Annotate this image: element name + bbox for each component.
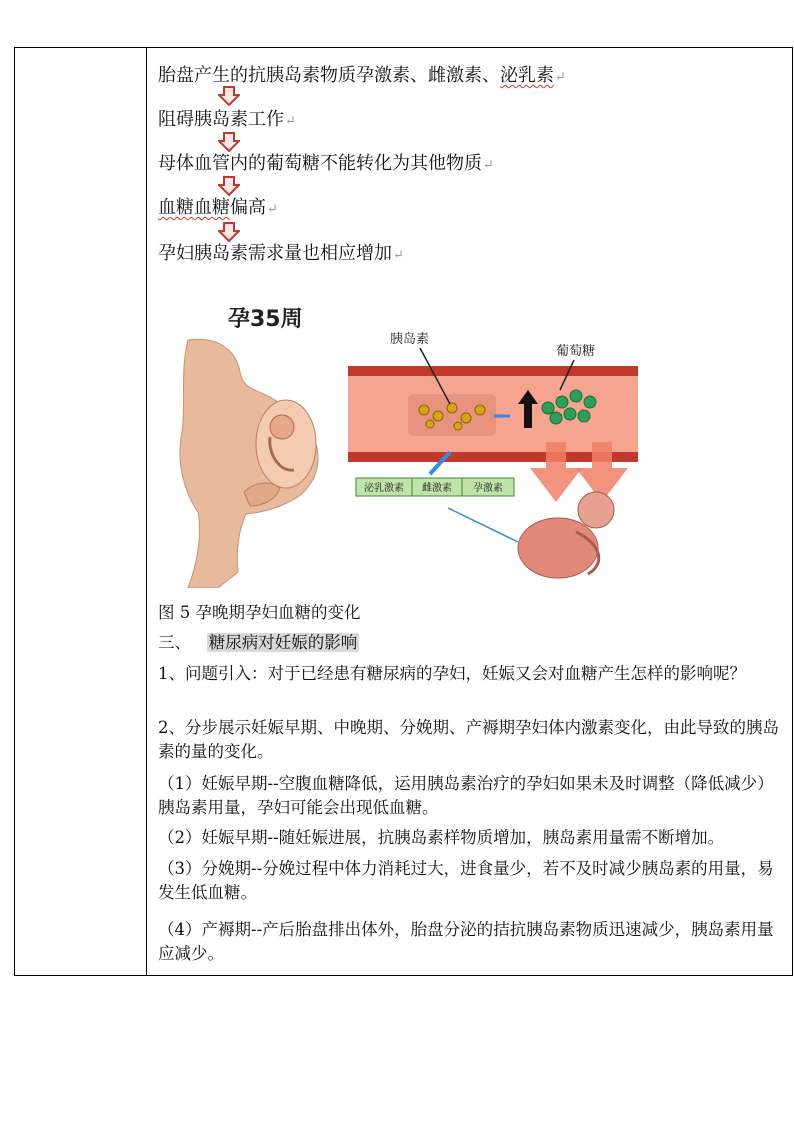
hormone-box-group bbox=[356, 478, 514, 496]
flow-step-5 bbox=[158, 242, 404, 268]
section-title: 糖尿病对妊娠的影响 bbox=[208, 633, 358, 652]
insulin-label: 胰岛素 bbox=[390, 332, 430, 347]
paragraph-6: （4）产褥期--产后胎盘排出体外，胎盘分泌的拮抗胰岛素物质迅速减少，胰岛素用量应减少。 bbox=[158, 920, 774, 963]
down-arrow-icon bbox=[218, 176, 240, 196]
figure-caption: 图 5 孕晚期孕妇血糖的变化 bbox=[158, 603, 361, 622]
flow-step-5-text: 孕妇胰岛素需求量也相应增加 bbox=[158, 243, 392, 264]
glucose-label: 葡萄糖 bbox=[556, 344, 596, 359]
paragraph-4: （2）妊娠早期--随妊娠进展，抗胰岛素样物质增加，胰岛素用量需不断增加。 bbox=[158, 828, 725, 847]
fetus-illustration-head bbox=[578, 492, 614, 528]
flow-step-1-underlined: 泌乳素 bbox=[500, 65, 554, 86]
return-mark: ↵ bbox=[555, 70, 566, 85]
insulin-cluster-bg bbox=[408, 394, 496, 436]
flow-step-1-text: 胎盘产生的抗胰岛素物质孕激素、雌激素、 bbox=[158, 65, 500, 86]
hormone-label-prolactin: 泌乳激素 bbox=[364, 483, 404, 494]
flow-step-4 bbox=[158, 196, 278, 222]
table-bottom-border bbox=[14, 975, 793, 976]
flow-step-4-underlined: 血糖血糖 bbox=[158, 197, 230, 218]
figure-title: 孕35周 bbox=[228, 307, 303, 332]
return-mark: ↵ bbox=[393, 248, 404, 263]
table-right-border bbox=[792, 47, 793, 976]
flow-step-2 bbox=[158, 108, 296, 134]
paragraph-2: 2、分步展示妊娠早期、中晚期、分娩期、产褥期孕妇体内激素变化，由此导致的胰岛素的量的变化。 bbox=[158, 718, 779, 761]
down-arrow-icon bbox=[218, 222, 240, 242]
section-heading bbox=[158, 631, 790, 655]
hormone-label-estrogen: 雌激素 bbox=[422, 483, 452, 494]
return-mark: ↵ bbox=[285, 114, 296, 129]
paragraph-3: （1）妊娠早期--空腹血糖降低，运用胰岛素治疗的孕妇如果未及时调整（降低减少）胰岛素用量，孕妇可能会出现低血糖。 bbox=[158, 774, 774, 817]
table-top-border bbox=[14, 47, 793, 48]
flow-step-3-text: 母体血管内的葡萄糖不能转化为其他物质 bbox=[158, 153, 482, 174]
pregnancy-illustration bbox=[158, 292, 644, 588]
blue-line-pointer bbox=[448, 508, 518, 542]
flow-step-3 bbox=[158, 152, 494, 178]
return-mark: ↵ bbox=[483, 158, 494, 173]
paragraph-1: 1、问题引入：对于已经患有糖尿病的孕妇，妊娠又会对血糖产生怎样的影响呢？ bbox=[158, 664, 746, 683]
section-number: 三、 bbox=[158, 633, 191, 652]
hormone-label-progesterone: 孕激素 bbox=[473, 483, 503, 494]
down-arrow-icon bbox=[218, 132, 240, 152]
table-left-border bbox=[14, 47, 15, 976]
womb-shape bbox=[256, 400, 316, 488]
flow-step-4-text: 偏高 bbox=[230, 197, 266, 218]
return-mark: ↵ bbox=[267, 202, 278, 217]
flow-step-2-text: 阻碍胰岛素工作 bbox=[158, 109, 284, 130]
table-column-divider bbox=[146, 47, 147, 976]
down-arrow-icon bbox=[218, 86, 240, 106]
fetus-illustration bbox=[518, 518, 598, 578]
fetus-head bbox=[270, 415, 294, 439]
paragraph-5: （3）分娩期--分娩过程中体力消耗过大，进食量少，若不及时减少胰岛素的用量，易发生低血糖。 bbox=[158, 859, 774, 902]
